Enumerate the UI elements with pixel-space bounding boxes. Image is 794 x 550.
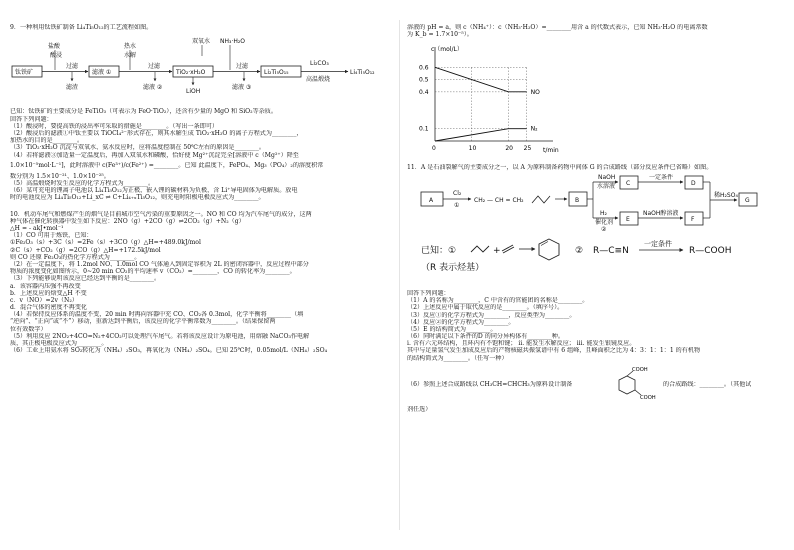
flow-reagent4: NH₃·H₂O <box>220 38 245 46</box>
y-tick-label: 0.1 <box>419 126 429 134</box>
scheme-h2: H₂ <box>600 209 607 217</box>
scheme-water: 水溶液 <box>597 182 616 190</box>
q10-line: （6）工业上用氨水将 SO₂转化为（NH₄）₂SO₃，再氧化为（NH₄）₂SO₄。已知 25℃时，0.05mol/L（NH₄）₂SO₄ <box>10 347 328 355</box>
flow-filtrate2: 滤液 ② <box>143 84 163 92</box>
synthesis-scheme-svg <box>407 174 777 284</box>
flow-filtrate1-label: 滤液 ① <box>92 69 112 77</box>
series-line-n2 <box>435 129 527 141</box>
q10-line: 则 CO 还原 Fe₂O₃的热化学方程式为________。 <box>10 253 141 261</box>
q9-line: 1.0×10⁻⁵mol·L⁻¹]，此时溶液中 c(Fe³⁺)/c(Fe²⁺) =________。已知 此温度下，FePO₄、Mg₃（PO₄）₂的溶度积常 <box>10 161 324 169</box>
scheme-e: E <box>626 215 630 223</box>
scheme-b: B <box>575 196 580 204</box>
known-diene <box>471 246 489 252</box>
target-molecule <box>603 366 663 406</box>
q11-line: （2）上述反应中属于取代反应的是________。（填序号）。 <box>407 304 564 312</box>
y-tick-label: 0.5 <box>419 76 429 84</box>
q11-last-c: 剂任选） <box>407 405 432 413</box>
q11-line: （4）反应②的化学方程式为________。 <box>407 318 515 326</box>
flow-li2co3: Li₂CO₃ <box>310 60 329 68</box>
q10-line: ②C（s）+CO₂（g）=2CO（g）△H=+172.5kJ/mol <box>10 246 161 254</box>
x-tick-label: 25 <box>523 145 532 153</box>
q11-last-b: 的合成路线：________。（其他试 <box>663 380 752 388</box>
flow-product: Li₄Ti₅O₁₂ <box>350 69 375 77</box>
q9-line: 加热水的目的是________。 <box>10 137 84 145</box>
y-axis-label: c（mol/L） <box>431 46 463 54</box>
scheme-cl2: Cl₂ <box>453 189 462 197</box>
q11-line: （5）E 的结构简式为________。 <box>407 325 497 333</box>
flow-reagent3: 双氧水 <box>192 38 211 46</box>
q10-line: a．该容器内压强不再改变 <box>10 282 81 290</box>
flow-reagent2b: 水解 <box>124 52 137 60</box>
scheme-acid: 稀H₂SO₄ <box>714 191 738 199</box>
cooh-bottom: COOH <box>640 394 656 401</box>
flow-op-filter-3: 过滤 <box>236 63 249 71</box>
x-tick-label: 0 <box>432 145 436 153</box>
q9-body <box>10 108 393 201</box>
x-axis-label: t/min <box>543 147 559 155</box>
q10-line: （5）利用反应 2NO₂+4CO=N₂+4CO₂可以处理汽车尾气。若将该反应设计为原电池，用熔融 NaCO₃作电解 <box>10 332 310 340</box>
x-tick-label: 20 <box>505 145 513 153</box>
known-note: （R 表示烃基） <box>421 262 485 273</box>
flowchart-svg <box>10 34 385 102</box>
q10-line: 种气体在催化转换器中发生如下反应：2NO（g）+2CO（g）⇌2CO₂（g）+N₂（g） <box>10 217 245 225</box>
q9-line: （5）高温煅烧时发生反应的化学方程式为________。 <box>10 180 155 188</box>
q9-line: 数分别为 1.5×10⁻²¹、1.0×10⁻²⁵。 <box>10 172 110 180</box>
known-product: R—COOH <box>689 245 732 256</box>
flow-op-filter-2: 过滤 <box>148 63 161 71</box>
q9-title: 9．一种利用钛铁矿制备 Li₄Ti₅O₁₂的工艺流程如图。 <box>10 24 153 31</box>
q9-line: 时的电池反应为 Li₄Ti₅O₁₂+Li_xC ⇌ C+Li₄₊ₓTi₅O₁₂，则充电时阳极电极反应式为________。 <box>10 194 265 202</box>
q10-line: △H = - akJ•mol⁻¹ <box>10 225 64 232</box>
q11-last-a: （6）参照上述合成路线以 CH₃CH=CHCH₃为原料设计制备 <box>407 380 573 388</box>
q10-line: （1）CO 可用于炼铁，已知： <box>10 232 93 240</box>
q11-scheme <box>407 174 784 286</box>
flow-filtrate3: 滤液 ③ <box>232 84 252 92</box>
known-step2: ② <box>575 245 584 256</box>
q11-last-question <box>407 366 784 413</box>
right-top-line: 为 K_b = 1.7×10⁻⁵）。 <box>407 31 473 39</box>
scheme-g: G <box>745 196 750 204</box>
known-nitrile: R—C≡N <box>593 245 629 256</box>
scheme-c: C <box>626 179 631 187</box>
series-label: NO <box>530 89 540 97</box>
flow-calcine: 高温煅烧 <box>306 76 331 84</box>
flow-start-label: 钛铁矿 <box>15 69 34 77</box>
q10-line: （3）下列能够说明该反应已经达到平衡的是________。 <box>10 275 161 283</box>
q9-line: 回答下列问题： <box>10 115 53 123</box>
known-cyclohexene <box>539 239 559 260</box>
scheme-step2: ② <box>601 225 607 233</box>
q11-line: 的结构简式为________。（任写一种） <box>407 354 508 362</box>
flow-op-filter-1: 过滤 <box>66 63 79 71</box>
q10-line: 10．机动车尾气和燃煤产生的烟气是目前城市空气污染的重要原因之一。NO 和 CO 均为汽车尾气的成分，这两 <box>10 210 312 218</box>
right-column <box>407 24 784 417</box>
scheme-naoh-eth: NaOH醇溶液 <box>643 209 679 217</box>
diene-structure <box>532 196 550 203</box>
flow-lioh: LiOH <box>186 88 201 96</box>
scheme-cat: 催化剂 <box>595 218 614 226</box>
q11-line: ⅰ. 含有六元环结构，且环内有不饱和键； ⅱ. 能发生水解反应； ⅲ. 能发生银镜反应。 <box>407 340 636 348</box>
q10-body <box>10 211 393 355</box>
concentration-chart-svg <box>407 41 567 157</box>
concentration-chart <box>407 41 784 159</box>
y-tick-label: 0.4 <box>419 89 429 97</box>
scheme-naoh-aq: NaOH <box>598 173 616 181</box>
q10-line: c．v（NO）=2v（N₂） <box>10 296 78 304</box>
flow-reagent2: 热水 <box>124 43 137 51</box>
series-label: N₂ <box>530 126 538 134</box>
scheme-d: D <box>691 179 696 187</box>
q11-line: （6）同时满足以下条件的D 的同分异构体有________种。 <box>407 333 564 341</box>
q10-line: （2）在一定温度下，将 1.2mol NO、1.0mol CO 气体通入到固定容积为 2L 的密闭容器中，反应过程中部分 <box>10 260 309 268</box>
q11-body <box>407 290 784 362</box>
scheme-step1: ① <box>454 201 460 209</box>
q9-line: （1）酸浸时，要提高铁的浸出率可采取的措施是________。（写出一条即可） <box>10 122 219 130</box>
q10-line: （4）若保持反应体系的温度不变，20 min 时再向容器中充 CO、CO₂各 0.3mol，化学平衡将________（填 <box>10 311 304 319</box>
flow-reagent1: 盐酸 <box>48 43 61 51</box>
scheme-a: A <box>429 196 434 204</box>
q9-line: （4）若将滤液③加适量一定温度后，再加入双氧水和磷酸，恰好使 Mg²⁺沉淀完全[溶液中 c（Mg²⁺）降至 <box>10 151 299 159</box>
q9-line: （3）TiO₂·xH₂O 沉淀与双氧水、氨水反应时，应将温度控制在 50℃左右的原因是________。 <box>10 144 265 152</box>
scheme-cond: 一定条件 <box>649 173 674 181</box>
scheme-f: F <box>691 215 695 223</box>
flow-reagent1b: 酸浸 <box>50 52 63 60</box>
left-column <box>10 24 393 354</box>
q10-line: 物质的浓度变化如图所示，0~20 min CO₂的平均速率 v（CO₂）=________，CO 的转化率为________。 <box>10 268 296 276</box>
known-cond: 一定条件 <box>644 239 672 248</box>
scheme-mid: CH₂ — CH = CH₂ <box>474 196 524 204</box>
q11-line: 其中与足量氢气发生加成反应后的产物核磁共振氢谱中有 6 组峰，且峰面积之比为 4：3：1：1：1 的有机物 <box>407 347 701 355</box>
right-top-line: 溶液的 pH = a，则 c（NH₄⁺）：c（NH₃·H₂O）=________用含 a 的代数式表示，已知 NH₃·H₂O 的电离常数 <box>407 24 708 31</box>
q10-line: ①Fe₂O₃（s）+3C（s）=2Fe（s）+3CO（g）△H=+489.0kJ/mol <box>10 239 201 247</box>
x-tick-label: 10 <box>468 145 477 153</box>
q11-intro: 11．A 是石油裂解气的主要成分之一，以 A 为原料制备药物中间体 G 的合成路线（部分反应条件已省略）如图。 <box>407 163 713 171</box>
cooh-top: COOH <box>632 366 648 373</box>
q10-line: b．上述反应的焓变△H 不变 <box>10 289 87 297</box>
q9-line: （2）酸浸后的滤液①中钛主要以 TiOCl₄²⁻形式存在，则其水解生成 TiO₂·xH₂O 的离子方程式为________， <box>10 129 303 137</box>
known-plus: + <box>493 245 501 256</box>
q10-line: 质，其正极电极反应式为________。 <box>10 340 108 347</box>
y-tick-label: 0.6 <box>419 64 429 72</box>
q9-line: （6）某可充电的锂离子电池以 Li₄Ti₅O₁₂为正极，嵌入锂的碳材料为负极，含 Li⁺导电固体为电解质。放电 <box>10 187 298 195</box>
flow-tio2-label: TiO₂·xH₂O <box>176 69 206 77</box>
known-label: 已知：① <box>421 245 457 256</box>
q11-line: 回答下列问题： <box>407 289 450 297</box>
flow-residue-1: 滤渣 <box>66 84 79 92</box>
q10-line: 位有效数字） <box>10 325 47 333</box>
flow-li2ti5-label: Li₂Ti₅O₁₅ <box>264 69 289 77</box>
q11-line: （3）反应①的化学方程式为________，反应类型为________。 <box>407 311 576 319</box>
q10-line: d．混合气体的密度不再变化 <box>10 304 88 312</box>
column-divider <box>399 20 400 530</box>
q9-line: 已知：钛铁矿的主要成分是 FeTiO₃（可表示为 FeO·TiO₂），还含有少量的 MgO 和 SiO₂等杂质。 <box>10 108 277 116</box>
q9-flowchart <box>10 34 393 104</box>
q11-line: （1）A 的名称为________，C 中含有的官能团的名称是________。 <box>407 297 589 305</box>
q10-line: “逆向”、“正向”或“不”）移动，重新达到平衡后，该反应的化学平衡常数为________。（结果保留两 <box>10 318 276 326</box>
